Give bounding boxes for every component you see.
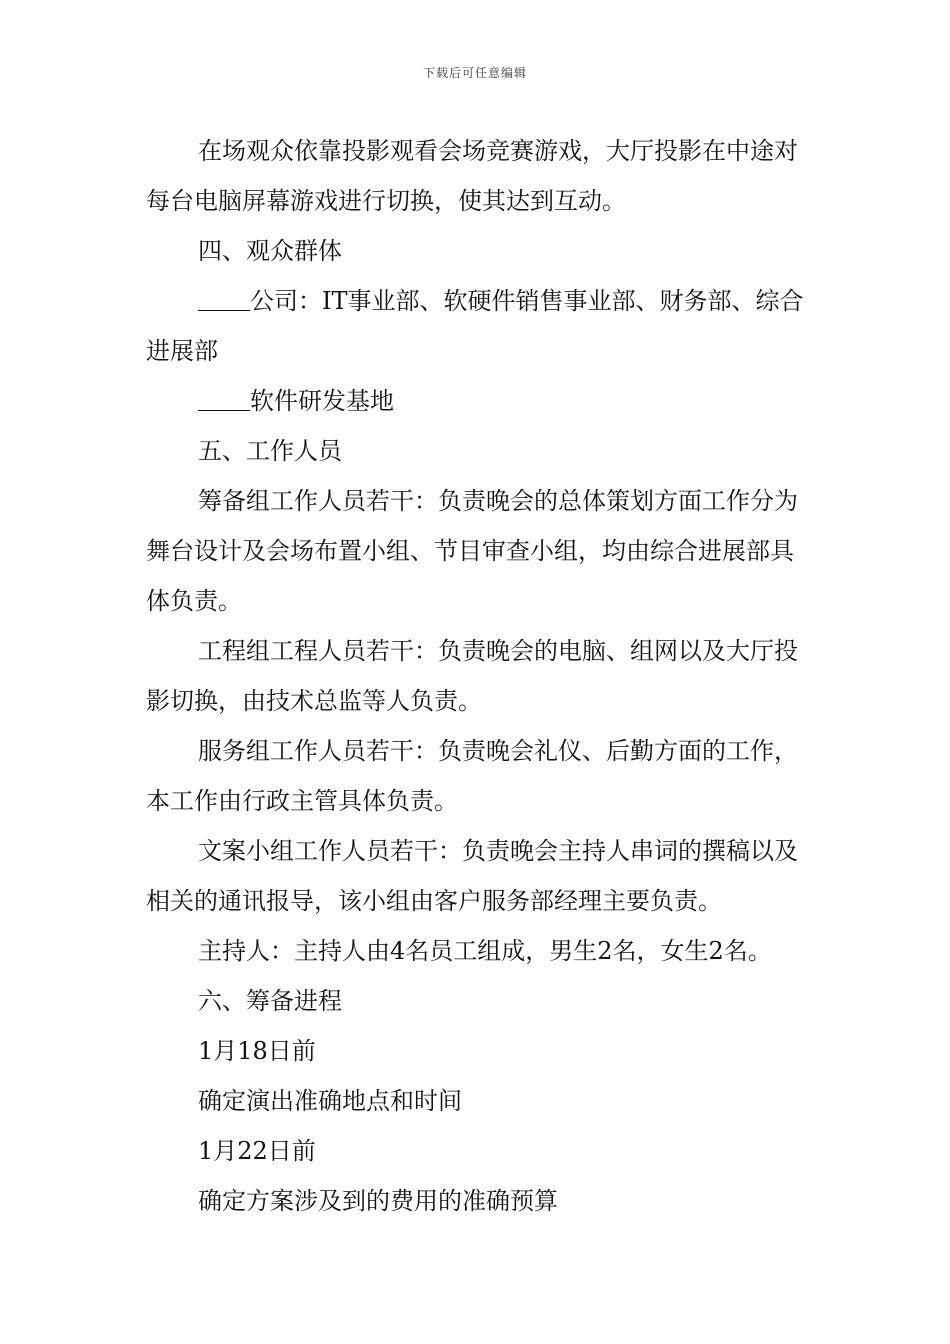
base-text: 软件研发基地 [250, 387, 394, 415]
page-header: 下载后可任意编辑 [422, 66, 527, 80]
section-heading-audience: 四、观众群体 [198, 237, 342, 265]
blank-line [198, 288, 250, 311]
document-body [146, 126, 816, 1226]
section-heading-schedule: 六、筹备进程 [198, 987, 342, 1015]
paragraph-projection: 在场观众依靠投影观看会场竞赛游戏，大厅投影在中途对每台电脑屏幕游戏进行切换，使其达到互动。 [146, 137, 798, 215]
company-text: 公司：IT事业部、软硬件销售事业部、财务部、综合进展部 [146, 287, 804, 365]
paragraph-copywriting-group: 文案小组工作人员若干：负责晚会主持人串词的撰稿以及相关的通讯报导，该小组由客户服务部经理主要负责。 [146, 837, 798, 915]
paragraph-service-group: 服务组工作人员若干：负责晚会礼仪、后勤方面的工作，本工作由行政主管具体负责。 [146, 737, 798, 815]
paragraph-company [146, 276, 816, 376]
schedule-task-1: 确定演出准确地点和时间 [198, 1087, 462, 1115]
paragraph-base [146, 376, 816, 426]
paragraph-hosts: 主持人：主持人由4名员工组成，男生2名，女生2名。 [198, 937, 772, 965]
schedule-task-2: 确定方案涉及到的费用的准确预算 [198, 1187, 558, 1215]
schedule-date-1: 1月18日前 [198, 1037, 316, 1065]
blank-line [198, 388, 250, 411]
paragraph-preparation-group: 筹备组工作人员若干：负责晚会的总体策划方面工作分为舞台设计及会场布置小组、节目审查小组，均由综合进展部具体负责。 [146, 487, 798, 615]
paragraph-engineering-group: 工程组工程人员若干：负责晚会的电脑、组网以及大厅投影切换，由技术总监等人负责。 [146, 637, 798, 715]
schedule-date-2: 1月22日前 [198, 1137, 316, 1165]
section-heading-staff: 五、工作人员 [198, 437, 342, 465]
